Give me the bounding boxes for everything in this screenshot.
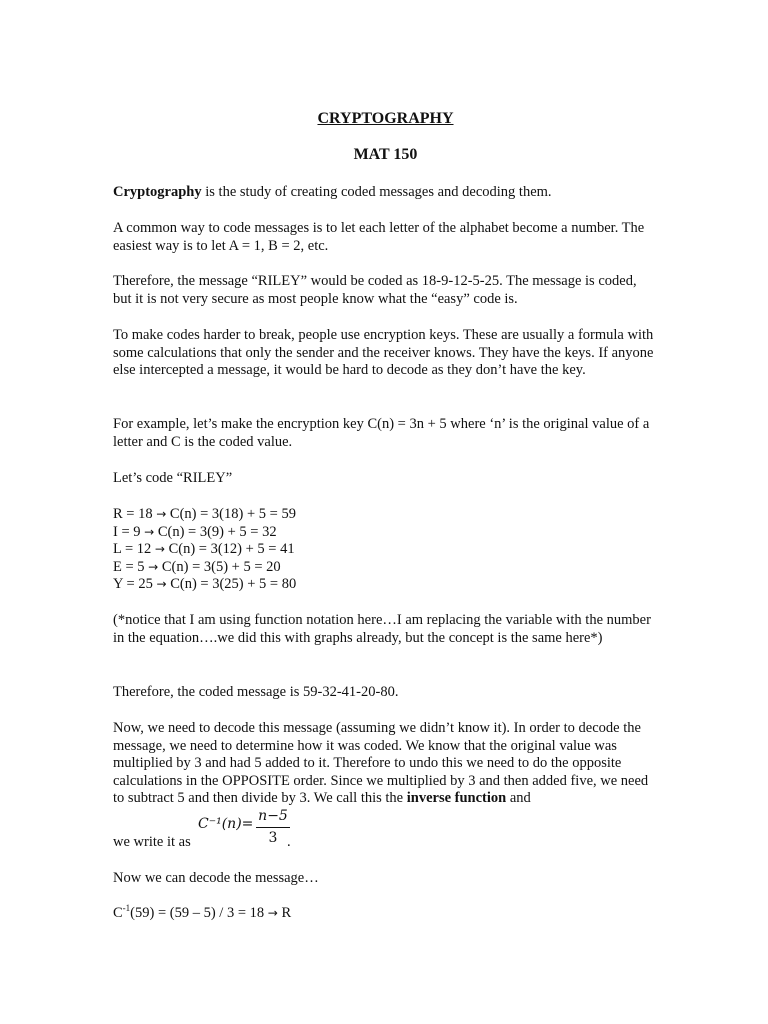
paragraph-3: To make codes harder to break, people use encryption keys. These are usually a formula with some calculations that only the sender and the receiver knows. They have the keys. If anyone else intercepted a message, it would be hard to decode as they don’t have the key. (113, 327, 654, 378)
decode-first-line: $C^{-1}(59) = (59 - 5) / 3 = 18 \to R$ (113, 903, 292, 921)
coded-message-line: Therefore, the coded message is 59-32-41-20-80. (113, 684, 399, 700)
paragraph-2: Therefore, the message “RILEY” would be coded as 18-9-12-5-25. The message is coded, but it is not very secure as most people know what the “easy” code is. (113, 273, 637, 307)
write-it-as-line: we write it as (113, 834, 191, 850)
arrow-icon: → (154, 542, 165, 556)
encode-list (113, 506, 658, 594)
intro-term: Cryptography (113, 184, 202, 200)
paragraph-1: A common way to code messages is to let each letter of the alphabet become a number. The easiest way is to let A = 1, B = 2, etc. (113, 220, 645, 254)
encode-row: L = 12 → C(n) = 3(12) + 5 = 41 (113, 541, 295, 557)
inverse-formula (198, 808, 318, 848)
fraction-bar (256, 827, 290, 828)
intro-paragraph (113, 184, 658, 202)
course-code: MAT 150 (353, 146, 418, 163)
decode-intro-line: Now we can decode the message… (113, 870, 319, 886)
encode-row: E = 5 → C(n) = 3(5) + 5 = 20 (113, 558, 281, 575)
intro-rest: is the study of creating coded messages and decoding them. (201, 184, 552, 200)
arrow-icon: → (148, 559, 159, 574)
formula-denominator: 3 (268, 830, 278, 846)
decode-paragraph: Now, we need to decode this message (assuming we didn’t know it). In order to decode the message, we need to determine how it was coded. We know that the original value was multiplied by 3 and had 5 added to it. Therefore to undo this we need to do the opposite calculations in the OPPOSITE order. Since we multiplied by 3 and then added five, we need to subtract 5 and then divide by 3. We call this the inverse function and (113, 720, 649, 806)
formula-lhs: C⁻¹(n)= (198, 816, 254, 832)
formula-period: . (287, 834, 291, 850)
arrow-icon: → (156, 577, 167, 591)
encode-row: Y = 25 → C(n) = 3(25) + 5 = 80 (113, 576, 297, 592)
inverse-function-term: inverse function (406, 790, 507, 806)
lets-code-line: Let’s code “RILEY” (113, 470, 233, 486)
document-title: CRYPTOGRAPHY (317, 110, 454, 127)
inverse-superscript: -1 (122, 903, 131, 914)
arrow-icon: → (144, 524, 155, 539)
arrow-icon: → (267, 906, 278, 920)
paragraph-4: For example, let’s make the encryption key C(n) = 3n + 5 where ‘n’ is the original value of a letter and C is the coded value. (113, 416, 650, 450)
function-notation-note: (*notice that I am using function notation here…I am replacing the variable with the number in the equation….we did this with graphs already, but the concept is the same here*) (113, 612, 651, 646)
encode-row: R = 18 → C(n) = 3(18) + 5 = 59 (113, 506, 296, 522)
formula-numerator: n−5 (258, 808, 288, 824)
encode-row: I = 9 → C(n) = 3(9) + 5 = 32 (113, 523, 277, 540)
arrow-icon: → (156, 507, 167, 521)
